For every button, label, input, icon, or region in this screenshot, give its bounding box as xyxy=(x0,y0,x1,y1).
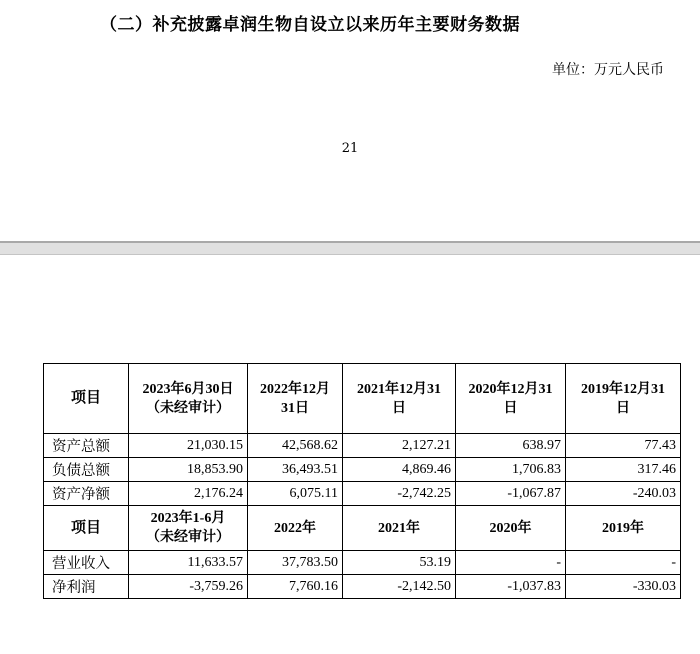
table-cell: 11,633.57 xyxy=(129,551,248,575)
table-cell: -330.03 xyxy=(566,575,681,599)
table-row xyxy=(44,482,681,506)
table-cell: 317.46 xyxy=(566,458,681,482)
table-cell: 18,853.90 xyxy=(129,458,248,482)
header-text: 2023年1-6月 xyxy=(150,511,226,526)
row-label: 资产净额 xyxy=(44,482,129,506)
header-col-4: 2020年 xyxy=(456,506,566,551)
header-col-4 xyxy=(456,364,566,434)
table-cell: 53.19 xyxy=(343,551,456,575)
header-col-2 xyxy=(248,364,343,434)
table-cell: 6,075.11 xyxy=(248,482,343,506)
income-header-row xyxy=(44,506,681,551)
page-break xyxy=(0,241,700,255)
row-label: 净利润 xyxy=(44,575,129,599)
header-col-1 xyxy=(129,364,248,434)
header-col-5 xyxy=(566,364,681,434)
table-cell: 638.97 xyxy=(456,434,566,458)
table-row xyxy=(44,434,681,458)
table-cell: -1,037.83 xyxy=(456,575,566,599)
header-text: 31日 xyxy=(281,400,309,416)
header-col-2: 2022年 xyxy=(248,506,343,551)
header-text: 2019年12月31 xyxy=(581,381,665,397)
header-text: 2023年6月30日 xyxy=(142,381,234,397)
row-label: 资产总额 xyxy=(44,434,129,458)
header-col-5: 2019年 xyxy=(566,506,681,551)
table-cell: -1,067.87 xyxy=(456,482,566,506)
table-cell: 37,783.50 xyxy=(248,551,343,575)
header-col-3 xyxy=(343,364,456,434)
header-text: 日 xyxy=(503,400,518,416)
section-title: （二）补充披露卓润生物自设立以来历年主要财务数据 xyxy=(100,15,520,35)
table-cell: -2,742.25 xyxy=(343,482,456,506)
table-cell: 42,568.62 xyxy=(248,434,343,458)
table-cell: 4,869.46 xyxy=(343,458,456,482)
table-cell: - xyxy=(566,551,681,575)
table-row xyxy=(44,551,681,575)
table-cell: 2,127.21 xyxy=(343,434,456,458)
page-number: 21 xyxy=(341,141,359,156)
table-cell: 1,706.83 xyxy=(456,458,566,482)
table-row xyxy=(44,458,681,482)
table-cell: -3,759.26 xyxy=(129,575,248,599)
balance-header-row xyxy=(44,364,681,434)
table-row xyxy=(44,575,681,599)
header-col-1 xyxy=(129,506,248,551)
table-cell: -2,142.50 xyxy=(343,575,456,599)
header-text: 日 xyxy=(616,400,630,416)
header-text: 2022年12月 xyxy=(260,381,330,397)
table-cell: -240.03 xyxy=(566,482,681,506)
header-text: 2020年12月31 xyxy=(468,381,553,397)
header-item: 项目 xyxy=(44,364,129,434)
financial-data-table xyxy=(43,363,681,599)
table-cell: - xyxy=(456,551,566,575)
header-text: 2021年12月31 xyxy=(357,381,441,397)
table-cell: 77.43 xyxy=(566,434,681,458)
table-cell: 21,030.15 xyxy=(129,434,248,458)
table-cell: 2,176.24 xyxy=(129,482,248,506)
page-upper xyxy=(0,0,700,248)
header-item: 项目 xyxy=(44,506,129,551)
header-text: （未经审计） xyxy=(146,400,230,416)
header-text: （未经审计） xyxy=(146,530,230,545)
table-cell: 7,760.16 xyxy=(248,575,343,599)
unit-label: 单位：万元人民币 xyxy=(552,62,664,78)
row-label: 营业收入 xyxy=(44,551,129,575)
header-col-3: 2021年 xyxy=(343,506,456,551)
table-cell: 36,493.51 xyxy=(248,458,343,482)
header-text: 日 xyxy=(392,400,406,416)
row-label: 负债总额 xyxy=(44,458,129,482)
